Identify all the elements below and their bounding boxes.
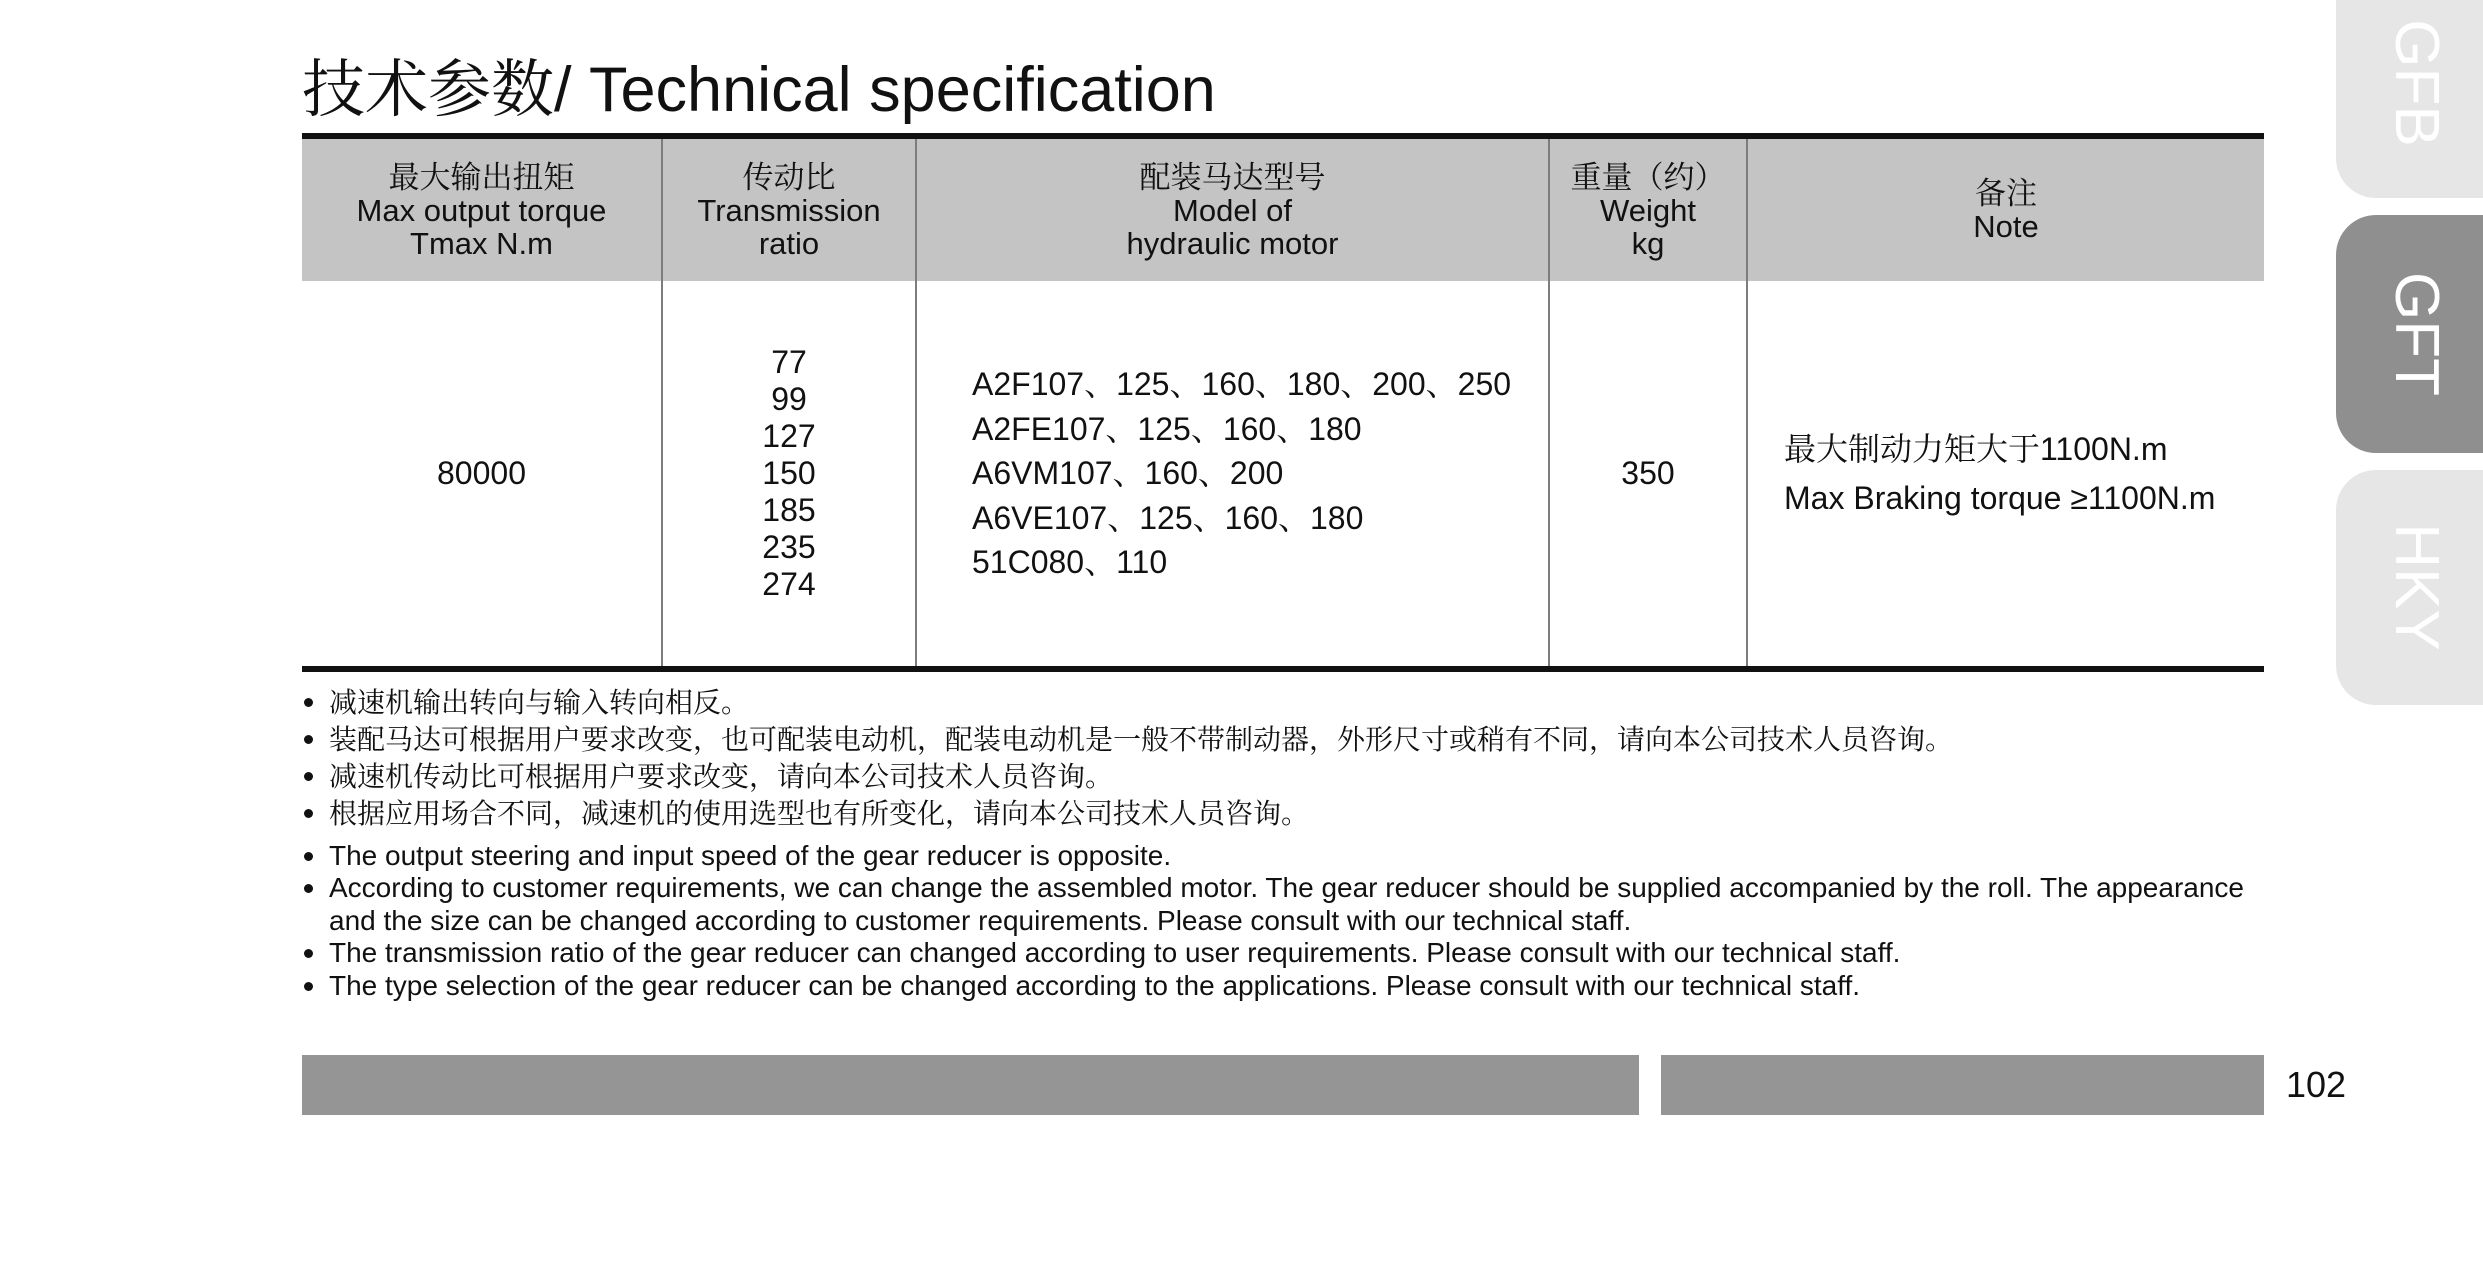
- side-tab-gft[interactable]: [2336, 215, 2483, 453]
- motor-model: A2FE107、125、160、180: [972, 410, 1362, 447]
- notes-english: [302, 840, 2264, 1002]
- note-item-zh: 装配马达可根据用户要求改变，也可配装电动机，配装电动机是一般不带制动器，外形尺寸或稍有不同，请向本公司技术人员咨询。: [302, 721, 2202, 758]
- header-weight: [1549, 136, 1747, 281]
- header-line: ratio: [758, 225, 820, 261]
- ratio-value: 274: [762, 566, 816, 602]
- side-tab-label: GFB: [2382, 19, 2451, 147]
- motor-model: A2F107、125、160、180、200、250: [972, 366, 1512, 403]
- ratio-list: [663, 344, 915, 603]
- note-item-en: The type selection of the gear reducer can be changed according to the applications. Please consult with our technical staff.: [302, 970, 2264, 1002]
- ratio-value: 77: [771, 344, 807, 380]
- footer-bar-right: [1661, 1055, 2264, 1115]
- note-item-en: According to customer requirements, we can change the assembled motor. The gear reducer should be supplied accompanied by the roll. The appearance and the size can be changed according to customer requirements. Please consult with our technical staff.: [302, 872, 2264, 937]
- header-line: 最大输出扭矩: [388, 159, 575, 195]
- motor-list: [917, 362, 1548, 585]
- side-tab-label: HKY: [2382, 523, 2451, 651]
- header-line: Tmax N.m: [410, 225, 553, 261]
- note-list: [1748, 425, 2264, 523]
- header-line: Max output torque: [356, 192, 607, 228]
- note-item-en: The output steering and input speed of the gear reducer is opposite.: [302, 840, 2264, 872]
- note-item-zh: 根据应用场合不同，减速机的使用选型也有所变化，请向本公司技术人员咨询。: [302, 795, 2202, 832]
- header-line: 备注: [1975, 176, 2037, 211]
- notes-chinese: [302, 684, 2202, 832]
- page-title: 技术参数/ Technical specification: [302, 55, 1216, 125]
- note-item-zh: 减速机传动比可根据用户要求改变，请向本公司技术人员咨询。: [302, 758, 2202, 795]
- header-line: 重量（约）: [1570, 159, 1726, 195]
- side-tab-gfb[interactable]: [2336, 0, 2483, 198]
- footer-bar-left: [302, 1055, 1639, 1115]
- ratio-value: 150: [762, 455, 816, 491]
- side-tab-hky[interactable]: [2336, 470, 2483, 705]
- ratio-cell: [662, 281, 916, 669]
- torque-cell: 80000: [302, 281, 662, 669]
- header-note: [1747, 136, 2264, 281]
- ratio-value: 185: [762, 492, 816, 528]
- header-line: Transmission: [697, 192, 881, 228]
- page-number: 102: [2286, 1064, 2347, 1105]
- ratio-value: 235: [762, 529, 816, 565]
- motor-model: A6VM107、160、200: [972, 455, 1284, 492]
- ratio-value: 127: [762, 418, 816, 454]
- header-transmission-ratio: [662, 136, 916, 281]
- motor-model: A6VE107、125、160、180: [972, 499, 1364, 536]
- note-item-zh: 减速机输出转向与输入转向相反。: [302, 684, 2202, 721]
- table-row: [302, 281, 2264, 669]
- weight-cell: 350: [1549, 281, 1747, 669]
- header-line: Model of: [1173, 192, 1292, 228]
- header-line: 配装马达型号: [1139, 159, 1326, 195]
- table-header-row: [302, 136, 2264, 281]
- ratio-value: 99: [771, 381, 807, 417]
- header-max-output-torque: [302, 136, 662, 281]
- note-cell: [1747, 281, 2264, 669]
- motor-model: 51C080、110: [972, 544, 1168, 581]
- spec-table: [302, 133, 2264, 672]
- side-tab-label: GFT: [2382, 272, 2451, 396]
- header-line: hydraulic motor: [1126, 225, 1339, 261]
- note-line: 最大制动力矩大于1100N.m: [1784, 430, 2168, 467]
- header-line: Weight: [1600, 192, 1696, 228]
- header-line: 传动比: [742, 159, 836, 195]
- header-hydraulic-motor: [916, 136, 1549, 281]
- header-line: kg: [1631, 225, 1665, 261]
- note-line: Max Braking torque ≥1100N.m: [1784, 479, 2216, 516]
- header-line: Note: [1973, 209, 2039, 244]
- motor-cell: [916, 281, 1549, 669]
- note-item-en: The transmission ratio of the gear reducer can changed according to user requirements. Please consult with our technical staff.: [302, 937, 2264, 969]
